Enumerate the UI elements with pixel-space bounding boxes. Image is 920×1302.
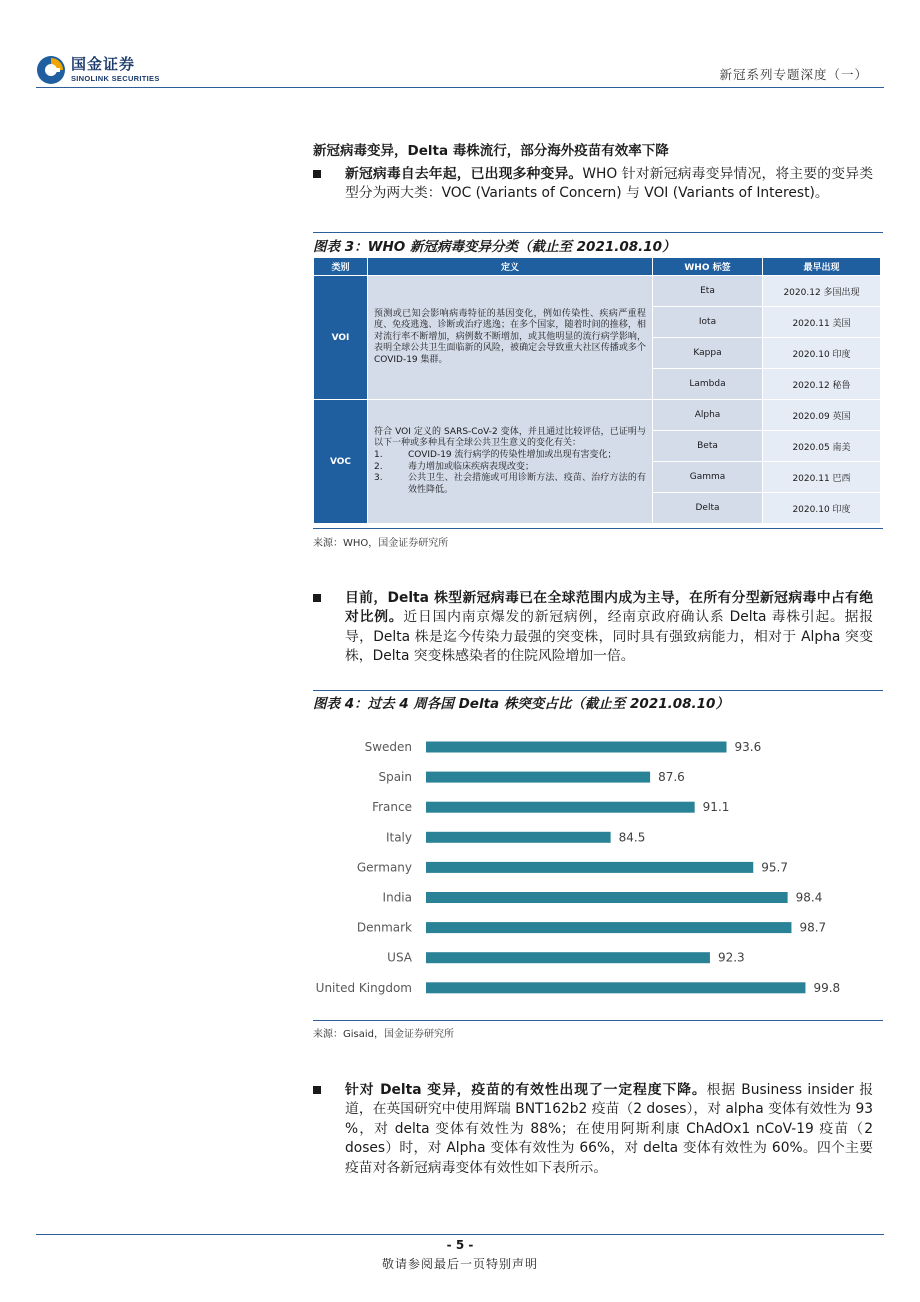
bar	[426, 832, 611, 843]
page-number: - 5 -	[446, 1238, 474, 1252]
bar	[426, 802, 695, 813]
delta-share-bar-chart	[313, 716, 881, 1014]
value-label: 98.4	[795, 890, 823, 905]
paragraph-delta	[313, 589, 873, 667]
bar	[426, 772, 650, 783]
bar	[426, 952, 710, 963]
bar	[426, 892, 788, 903]
category-label: Denmark	[356, 920, 412, 935]
paragraph-body: 近日国内南京爆发的新冠病例，经南京政府确认系 Delta 毒株引起。据报导，Delta 株是迄今传染力最强的突变株，同时具有强致病能力，相对于 Alpha 突变株，Delta 突变株感染者的住院风险增加一倍。	[345, 609, 873, 665]
item-text: 公共卫生、社会措施或可用诊断方法、疫苗、治疗方法的有效性降低。	[408, 473, 646, 495]
table-header: WHO 标签	[653, 258, 763, 276]
category-cell: VOC	[314, 400, 368, 524]
definition-cell	[368, 400, 653, 524]
bar	[426, 862, 753, 873]
bar	[426, 742, 727, 753]
value-label: 91.1	[702, 800, 730, 815]
value-label: 92.3	[717, 950, 745, 965]
definition-item	[374, 450, 646, 462]
definition-item	[374, 462, 646, 474]
bullet-icon	[313, 594, 321, 602]
figure-rule-bottom	[313, 528, 883, 529]
logo-icon	[36, 55, 66, 85]
item-number: 3.	[374, 473, 383, 484]
category-label: USA	[387, 950, 412, 965]
footer-divider	[36, 1234, 884, 1235]
who-label-cell: Alpha	[653, 400, 763, 431]
first-seen-cell: 2020.10 印度	[763, 338, 881, 369]
category-cell: VOI	[314, 276, 368, 400]
paragraph-vaccine	[313, 1081, 873, 1178]
disclaimer-note: 敬请参阅最后一页特别声明	[381, 1257, 538, 1271]
first-seen-cell: 2020.12 秘鲁	[763, 369, 881, 400]
paragraph-lead: 新冠病毒自去年起，已出现多种变异。	[345, 166, 583, 182]
figure-rule-top	[313, 690, 883, 691]
table-row	[314, 276, 881, 307]
paragraph-lead: 针对 Delta 变异，疫苗的有效性出现了一定程度下降。	[345, 1082, 707, 1098]
value-label: 87.6	[658, 770, 685, 785]
bullet-icon	[313, 1086, 321, 1094]
item-text: 毒力增加或临床疾病表现改变；	[408, 461, 535, 472]
figure3-title: 图表 3：WHO 新冠病毒变异分类（截止至 2021.08.10）	[313, 239, 676, 255]
company-logo	[36, 54, 160, 86]
value-label: 95.7	[761, 860, 788, 875]
item-number: 1.	[374, 449, 383, 460]
category-label: France	[372, 800, 412, 815]
category-label: Spain	[378, 770, 412, 785]
value-label: 98.7	[799, 920, 827, 935]
who-label-cell: Lambda	[653, 369, 763, 400]
who-label-cell: Iota	[653, 307, 763, 338]
value-label: 93.6	[734, 740, 762, 754]
first-seen-cell: 2020.11 美国	[763, 307, 881, 338]
table-header-row	[314, 258, 881, 276]
paragraph-lead: 目前，Delta 株型新冠病毒已在全球范围内成为主导，在所有分型新冠病毒中占有绝对比例。	[345, 590, 873, 626]
first-seen-cell: 2020.05 南美	[763, 431, 881, 462]
value-label: 84.5	[618, 830, 646, 845]
category-label: India	[382, 890, 412, 905]
category-label: United Kingdom	[315, 980, 412, 995]
item-text: COVID-19 流行病学的传染性增加或出现有害变化；	[408, 449, 617, 460]
category-label: Sweden	[364, 740, 412, 754]
figure4-source: 来源：Gisaid，国金证券研究所	[313, 1029, 454, 1040]
who-label-cell: Kappa	[653, 338, 763, 369]
figure4-title: 图表 4：过去 4 周各国 Delta 株突变占比（截止至 2021.08.10）	[313, 696, 729, 712]
first-seen-cell: 2020.10 印度	[763, 493, 881, 524]
paragraph-variants	[313, 165, 873, 204]
table-header: 定义	[368, 258, 653, 276]
table-header: 最早出现	[763, 258, 881, 276]
logo-cn: 国金证券	[71, 55, 136, 74]
report-title: 新冠系列专题深度（一）	[719, 67, 868, 82]
category-label: Italy	[385, 830, 412, 845]
first-seen-cell: 2020.09 英国	[763, 400, 881, 431]
definition-cell: 预测或已知会影响病毒特征的基因变化，例如传染性、疾病严重程度、免疫逃逸、诊断或治疗逃逸；在多个国家，随着时间的推移，相对流行率不断增加，病例数不断增加，或其他明显的流行病学影响，表明全球公共卫生面临新的风险，被确定会导致重大社区传播或多个 COVID-19 集群。	[368, 276, 653, 400]
paragraph-body: WHO 针对新冠病毒变异情况，将主要的变异类型分为两大类：VOC (Variants of Concern) 与 VOI (Variants of Interest)。	[345, 166, 874, 202]
figure-rule-top	[313, 232, 883, 233]
value-label: 99.8	[813, 980, 841, 995]
first-seen-cell: 2020.11 巴西	[763, 462, 881, 493]
table-row	[314, 400, 881, 431]
definition-item	[374, 473, 646, 496]
item-number: 2.	[374, 461, 383, 472]
figure3-source: 来源：WHO，国金证券研究所	[313, 538, 449, 549]
figure-rule-bottom	[313, 1020, 883, 1021]
who-label-cell: Beta	[653, 431, 763, 462]
who-label-cell: Eta	[653, 276, 763, 307]
header-divider	[36, 87, 884, 88]
bar	[426, 982, 805, 993]
who-label-cell: Delta	[653, 493, 763, 524]
definition-intro: 符合 VOI 定义的 SARS-CoV-2 变体，并且通过比较评估，已证明与以下一种或多种具有全球公共卫生意义的变化有关：	[374, 426, 646, 449]
bar	[426, 922, 791, 933]
paragraph-body: 根据 Business insider 报道，在英国研究中使用辉瑞 BNT162b2 疫苗（2 doses），对 alpha 变体有效性为 93 %，对 delta 变体有效性为 88%；在使用阿斯利康 ChAdOx1 nCoV-19 疫苗（2 doses）时，对 Alpha 变体有效性为 66%，对 delta 变体有效性为 60%。四个主要疫苗对各新冠病毒变体有效性如下表所示。	[345, 1082, 873, 1176]
logo-en: SINOLINK SECURITIES	[71, 74, 160, 84]
who-label-cell: Gamma	[653, 462, 763, 493]
bullet-icon	[313, 170, 321, 178]
first-seen-cell: 2020.12 多国出现	[763, 276, 881, 307]
category-label: Germany	[356, 860, 412, 875]
who-variant-table	[313, 257, 881, 524]
table-header: 类别	[314, 258, 368, 276]
section-heading: 新冠病毒变异，Delta 毒株流行，部分海外疫苗有效率下降	[313, 143, 669, 159]
